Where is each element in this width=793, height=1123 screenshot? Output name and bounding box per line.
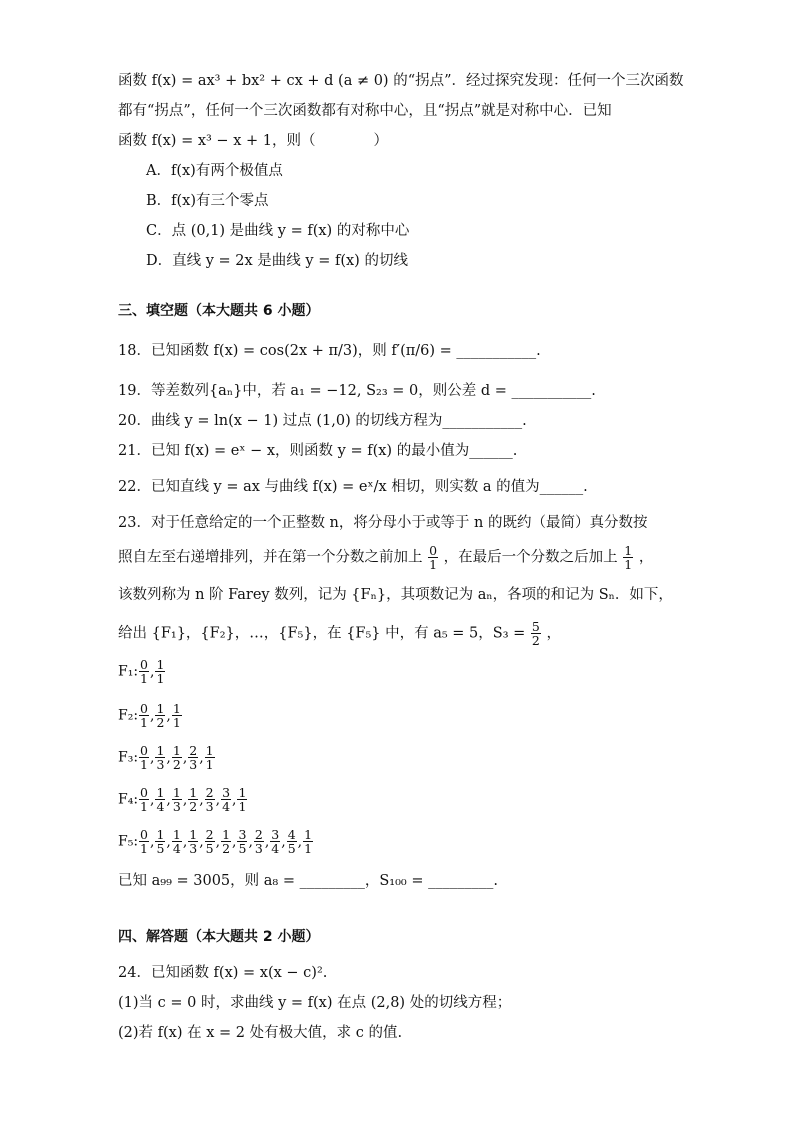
fraction-denominator: 1 — [172, 715, 181, 730]
sequence-fraction — [139, 658, 149, 685]
sequence-fraction — [139, 828, 149, 855]
fraction-denominator: 1 — [205, 757, 214, 772]
fraction-numerator: 1 — [624, 543, 633, 558]
sequence-comma: , — [264, 833, 270, 850]
sequence-fraction — [172, 702, 182, 729]
sequence-fraction — [155, 828, 165, 855]
fraction-denominator: 3 — [254, 841, 263, 856]
sequence-label: F₁: — [118, 663, 139, 680]
sequence-comma: , — [232, 791, 237, 808]
sequence-fraction — [155, 702, 165, 729]
fraction-denominator: 3 — [156, 757, 165, 772]
sequence-fraction — [205, 744, 215, 771]
q24-part2: (2)若 f(x) 在 x = 2 处有极大值，求 c 的值. — [118, 1025, 403, 1041]
sequence-comma: , — [182, 833, 188, 850]
fraction-denominator: 4 — [156, 799, 165, 814]
problem17-line1: 函数 f(x) = ax³ + bx² + cx + d (a ≠ 0) 的“拐点”．经过探究发现：任何一个三次函数 — [118, 73, 684, 89]
sequence-fractions — [138, 701, 183, 730]
fraction-denominator: 2 — [189, 799, 198, 814]
sequence-f1 — [118, 658, 166, 685]
question-21: 21．已知 f(x) = eˣ − x，则函数 y = f(x) 的最小值为______. — [118, 443, 518, 459]
q23-line1: 23．对于任意给定的一个正整数 n，将分母小于或等于 n 的既约（最简）真分数按 — [118, 515, 648, 531]
fraction-numerator: 0 — [140, 657, 148, 672]
sequence-f5 — [118, 828, 314, 855]
q23-final: 已知 a₉₉ = 3005，则 a₈ = _________，S₁₀₀ = _________. — [118, 873, 498, 889]
fraction-numerator: 1 — [172, 743, 181, 758]
fraction-numerator: 2 — [189, 743, 198, 758]
problem17-line3: 函数 f(x) = x³ − x + 1，则（ ） — [118, 133, 388, 149]
fraction-numerator: 1 — [189, 785, 198, 800]
sequence-fractions — [138, 827, 314, 856]
sequence-label: F₂: — [118, 707, 139, 724]
question-18: 18．已知函数 f(x) = cos(2x + π/3)，则 f′(π/6) = ___________. — [118, 343, 541, 359]
fraction-denominator: 5 — [205, 841, 214, 856]
sequence-comma: , — [232, 833, 237, 850]
sequence-comma: , — [281, 833, 286, 850]
sequence-fraction — [188, 828, 198, 855]
fraction-numerator: 1 — [172, 785, 181, 800]
fraction-numerator: 2 — [254, 827, 263, 842]
fraction-denominator: 3 — [172, 799, 181, 814]
sequence-fraction — [221, 786, 231, 813]
fraction-denominator: 4 — [222, 799, 231, 814]
fraction-numerator: 0 — [429, 543, 438, 558]
fraction-numerator: 1 — [189, 827, 198, 842]
fraction-numerator: 1 — [222, 827, 231, 842]
q23-line3: 该数列称为 n 阶 Farey 数列，记为 {Fₙ}，其项数记为 aₙ，各项的和记为 Sₙ．如下， — [118, 587, 673, 603]
fraction-one-one — [623, 544, 633, 571]
fraction-numerator: 1 — [156, 657, 165, 672]
fraction-denominator: 2 — [531, 633, 540, 648]
sequence-comma: , — [150, 833, 155, 850]
question-20: 20．曲线 y = ln(x − 1) 过点 (1,0) 的切线方程为___________. — [118, 413, 527, 429]
sequence-fractions — [138, 743, 216, 772]
sequence-comma: , — [297, 833, 303, 850]
sequence-fraction — [270, 828, 280, 855]
fraction-denominator: 2 — [156, 715, 165, 730]
sequence-fraction — [303, 828, 313, 855]
fraction-five-two — [531, 620, 541, 647]
sequence-fraction — [205, 786, 215, 813]
q23-line4 — [118, 620, 561, 647]
sequence-fraction — [155, 786, 165, 813]
sequence-comma: , — [199, 833, 204, 850]
fraction-numerator: 1 — [156, 743, 165, 758]
sequence-comma: , — [182, 791, 188, 808]
fraction-denominator: 1 — [140, 671, 148, 686]
q23-line2-text-a: 照自左至右递增排列，并在第一个分数之前加上 — [118, 549, 423, 566]
q23-line2-text-b: ，在最后一个分数之后加上 — [443, 549, 618, 566]
fraction-denominator: 1 — [140, 757, 148, 772]
fraction-numerator: 1 — [172, 701, 181, 716]
sequence-fraction — [155, 744, 165, 771]
fraction-denominator: 2 — [172, 757, 181, 772]
sequence-comma: , — [166, 833, 171, 850]
fraction-numerator: 0 — [140, 701, 148, 716]
sequence-comma: , — [150, 749, 155, 766]
fraction-numerator: 1 — [238, 785, 247, 800]
fraction-denominator: 1 — [429, 557, 438, 572]
q24-stem: 24．已知函数 f(x) = x(x − c)². — [118, 965, 328, 981]
q24-part1: (1)当 c = 0 时，求曲线 y = f(x) 在点 (2,8) 处的切线方程； — [118, 995, 512, 1011]
sequence-fraction — [139, 786, 149, 813]
sequence-fraction — [172, 786, 182, 813]
fraction-numerator: 0 — [140, 785, 148, 800]
option-d: D．直线 y = 2x 是曲线 y = f(x) 的切线 — [146, 253, 408, 269]
question-19: 19．等差数列{aₙ}中，若 a₁ = −12, S₂₃ = 0，则公差 d = ___________. — [118, 383, 596, 399]
fraction-denominator: 1 — [140, 841, 148, 856]
fraction-numerator: 4 — [287, 827, 296, 842]
fraction-numerator: 3 — [271, 827, 280, 842]
sequence-fraction — [172, 744, 182, 771]
fraction-zero-one — [428, 544, 438, 571]
sequence-comma: , — [166, 749, 171, 766]
sequence-comma: , — [150, 707, 155, 724]
q23-line4-text-a: 给出 {F₁}，{F₂}，…，{F₅}，在 {F₅} 中，有 a₅ = 5，S₃ = — [118, 625, 526, 642]
section3-title: 三、填空题（本大题共 6 小题） — [118, 303, 320, 319]
sequence-comma: , — [215, 791, 221, 808]
fraction-denominator: 1 — [140, 715, 148, 730]
fraction-denominator: 1 — [140, 799, 148, 814]
sequence-comma: , — [166, 707, 171, 724]
sequence-comma: , — [166, 791, 171, 808]
sequence-fraction — [139, 744, 149, 771]
option-a: A．f(x)有两个极值点 — [146, 163, 283, 179]
fraction-denominator: 1 — [624, 557, 633, 572]
sequence-fraction — [172, 828, 182, 855]
fraction-denominator: 5 — [238, 841, 247, 856]
sequence-fraction — [237, 786, 247, 813]
sequence-fraction — [155, 658, 165, 685]
sequence-label: F₃: — [118, 749, 139, 766]
fraction-numerator: 1 — [156, 827, 165, 842]
fraction-denominator: 3 — [189, 757, 198, 772]
fraction-denominator: 1 — [238, 799, 247, 814]
sequence-comma: , — [182, 749, 188, 766]
sequence-comma: , — [199, 791, 204, 808]
section4-title: 四、解答题（本大题共 2 小题） — [118, 929, 320, 945]
fraction-numerator: 3 — [238, 827, 247, 842]
sequence-fraction — [188, 786, 198, 813]
fraction-numerator: 1 — [172, 827, 181, 842]
fraction-numerator: 2 — [205, 827, 214, 842]
sequence-fraction — [188, 744, 198, 771]
fraction-numerator: 1 — [156, 701, 165, 716]
q23-line2-text-c: ， — [638, 549, 654, 566]
fraction-numerator: 1 — [205, 743, 214, 758]
sequence-fraction — [237, 828, 247, 855]
problem17-line2: 都有“拐点”，任何一个三次函数都有对称中心，且“拐点”就是对称中心．已知 — [118, 103, 612, 119]
fraction-numerator: 0 — [140, 827, 148, 842]
fraction-numerator: 1 — [156, 785, 165, 800]
fraction-denominator: 2 — [222, 841, 231, 856]
option-c: C．点 (0,1) 是曲线 y = f(x) 的对称中心 — [146, 223, 410, 239]
fraction-denominator: 3 — [205, 799, 214, 814]
fraction-denominator: 5 — [156, 841, 165, 856]
sequence-fraction — [221, 828, 231, 855]
sequence-comma: , — [215, 833, 221, 850]
sequence-label: F₄: — [118, 791, 139, 808]
fraction-numerator: 0 — [140, 743, 148, 758]
option-b: B．f(x)有三个零点 — [146, 193, 269, 209]
sequence-f3 — [118, 744, 216, 771]
fraction-denominator: 4 — [172, 841, 181, 856]
sequence-f2 — [118, 702, 183, 729]
fraction-denominator: 3 — [189, 841, 198, 856]
fraction-denominator: 1 — [304, 841, 313, 856]
sequence-fractions — [138, 785, 248, 814]
sequence-f4 — [118, 786, 248, 813]
sequence-comma: , — [248, 833, 253, 850]
sequence-fraction — [205, 828, 215, 855]
sequence-fraction — [254, 828, 264, 855]
fraction-numerator: 1 — [304, 827, 313, 842]
sequence-comma: , — [199, 749, 204, 766]
fraction-numerator: 5 — [531, 619, 540, 634]
sequence-fraction — [287, 828, 297, 855]
question-22: 22．已知直线 y = ax 与曲线 f(x) = eˣ/x 相切，则实数 a 的值为______. — [118, 479, 588, 495]
fraction-denominator: 5 — [287, 841, 296, 856]
fraction-numerator: 3 — [222, 785, 231, 800]
fraction-denominator: 1 — [156, 671, 165, 686]
fraction-denominator: 4 — [271, 841, 280, 856]
sequence-comma: , — [150, 663, 155, 680]
sequence-fractions — [138, 657, 166, 686]
q23-line4-text-b: ， — [546, 625, 561, 642]
sequence-label: F₅: — [118, 833, 139, 850]
sequence-fraction — [139, 702, 149, 729]
q23-line2 — [118, 544, 653, 571]
sequence-comma: , — [150, 791, 155, 808]
fraction-numerator: 2 — [205, 785, 214, 800]
